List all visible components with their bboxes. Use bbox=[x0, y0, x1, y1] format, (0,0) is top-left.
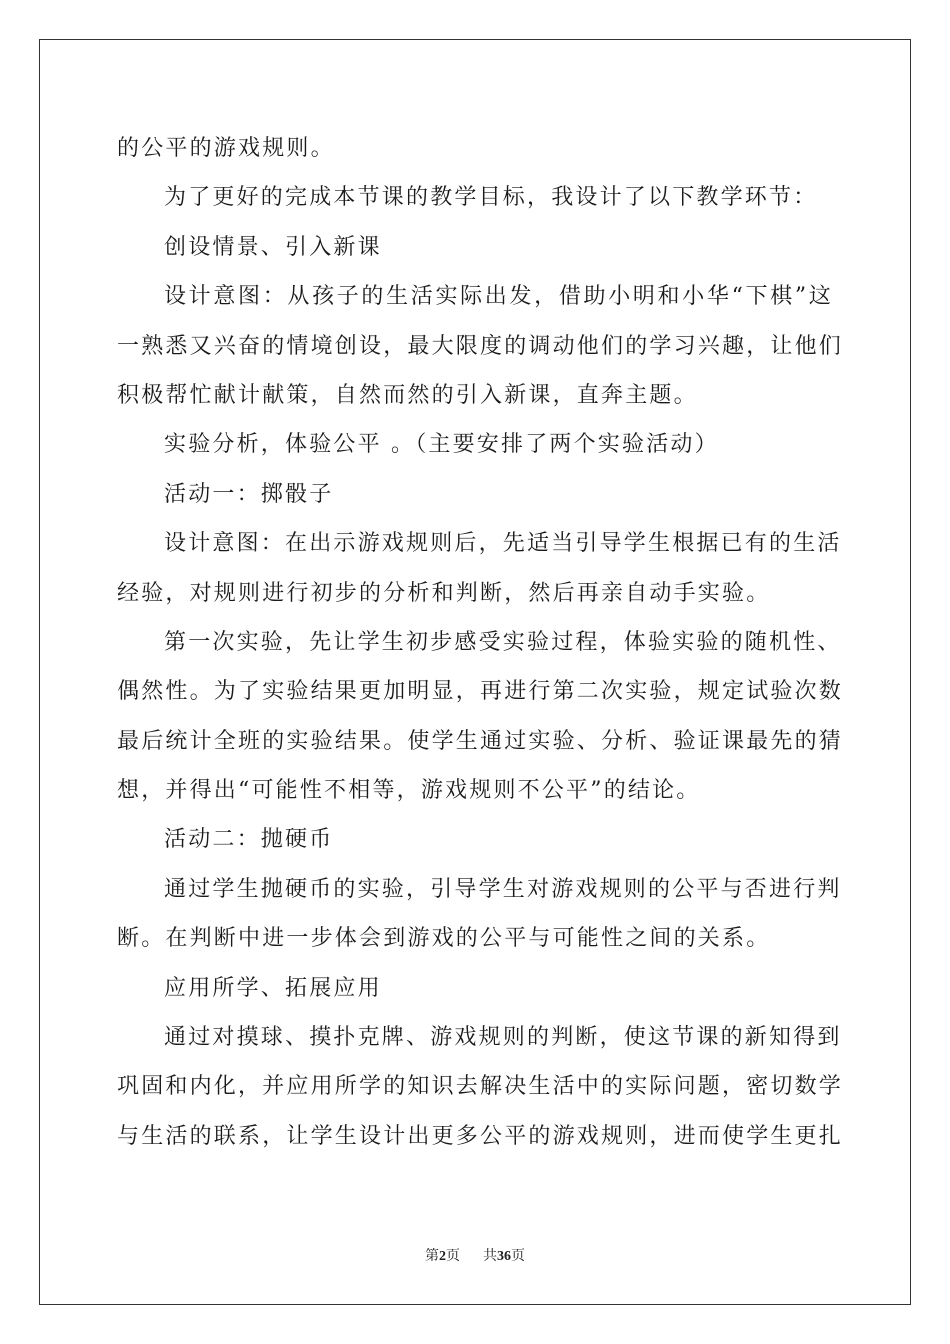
page-suffix: 页 bbox=[446, 1248, 461, 1264]
text-line: 为了更好的完成本节课的教学目标，我设计了以下教学环节： bbox=[164, 185, 818, 211]
text-line: 经验，对规则进行初步的分析和判断，然后再亲自动手实验。 bbox=[117, 580, 771, 606]
text-line: 通过学生抛硬币的实验，引导学生对游戏规则的公平与否进行判 bbox=[164, 876, 842, 902]
text-line: 应用所学、拓展应用 bbox=[164, 975, 382, 1001]
total-pages: 36 bbox=[496, 1249, 511, 1264]
text-line: 创设情景、引入新课 bbox=[164, 234, 382, 260]
text-line: 想，并得出“可能性不相等，游戏规则不公平”的结论。 bbox=[117, 778, 701, 804]
text-line: 一熟悉又兴奋的情境创设，最大限度的调动他们的学习兴趣，让他们 bbox=[117, 333, 844, 359]
text-line: 实验分析，体验公平 。（主要安排了两个实验活动） bbox=[164, 432, 719, 458]
document-body bbox=[117, 124, 844, 1161]
text-line: 通过对摸球、摸扑克牌、游戏规则的判断，使这节课的新知得到 bbox=[164, 1025, 842, 1051]
text-line: 积极帮忙献计献策，自然而然的引入新课，直奔主题。 bbox=[117, 382, 698, 408]
page-label bbox=[425, 1245, 460, 1265]
total-prefix: 共 bbox=[482, 1248, 497, 1264]
page-footer bbox=[0, 1245, 950, 1265]
text-line: 设计意图：从孩子的生活实际出发，借助小明和小华“下棋”这 bbox=[164, 284, 833, 310]
text-line: 巩固和内化，并应用所学的知识去解决生活中的实际问题，密切数学 bbox=[117, 1074, 844, 1100]
total-suffix: 页 bbox=[510, 1248, 525, 1264]
text-line: 活动二：抛硬币 bbox=[164, 827, 334, 853]
text-line: 与生活的联系，让学生设计出更多公平的游戏规则，进而使学生更扎 bbox=[117, 1123, 844, 1149]
page-number: 2 bbox=[439, 1249, 447, 1264]
text-line: 第一次实验，先让学生初步感受实验过程，体验实验的随机性、 bbox=[164, 629, 842, 655]
text-line: 的公平的游戏规则。 bbox=[117, 136, 335, 161]
text-line: 断。在判断中进一步体会到游戏的公平与可能性之间的关系。 bbox=[117, 926, 771, 952]
page-prefix: 第 bbox=[425, 1248, 440, 1264]
total-label bbox=[483, 1245, 525, 1265]
text-line: 偶然性。为了实验结果更加明显，再进行第二次实验，规定试验次数 bbox=[117, 679, 844, 705]
text-line: 活动一：掷骰子 bbox=[164, 481, 334, 507]
text-line: 设计意图：在出示游戏规则后，先适当引导学生根据已有的生活 bbox=[164, 531, 842, 557]
text-line: 最后统计全班的实验结果。使学生通过实验、分析、验证课最先的猜 bbox=[117, 728, 844, 754]
